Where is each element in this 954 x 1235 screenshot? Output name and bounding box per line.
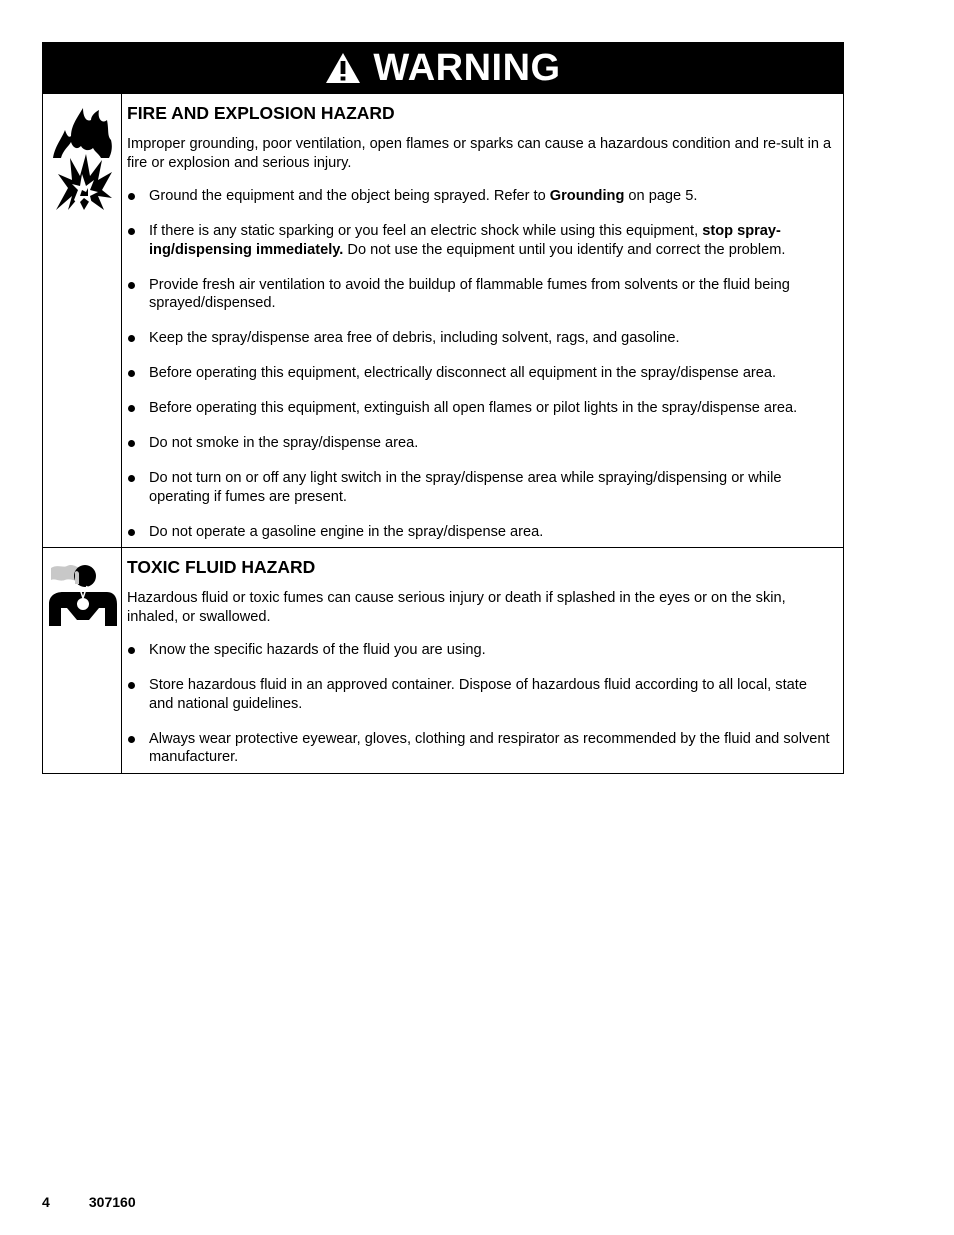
fire-hazard-list: [127, 187, 835, 541]
toxic-hazard-title: TOXIC FLUID HAZARD: [127, 557, 316, 577]
fire-hazard-text: [122, 94, 843, 547]
warning-triangle-icon: [325, 52, 361, 84]
fire-hazard-title: FIRE AND EXPLOSION HAZARD: [127, 103, 395, 123]
list-item: Do not smoke in the spray/dispense area.: [127, 434, 835, 453]
list-item-text: Ground the equipment and the object being sprayed. Refer to: [149, 188, 550, 204]
list-item: Before operating this equipment, extinguish all open flames or pilot lights in the spray/dispense area.: [127, 399, 835, 418]
fire-hazard-row: [43, 93, 843, 547]
list-item-text: Do not use the equipment until you identify and correct the problem.: [343, 241, 786, 258]
toxic-icon-cell: [43, 548, 122, 773]
list-item: Do not turn on or off any light switch in the spray/dispense area while spraying/dispensing or while operating if fumes are present.: [127, 469, 835, 506]
fire-icon: [51, 106, 113, 158]
list-item: Keep the spray/dispense area free of debris, including solvent, rags, and gasoline.: [127, 329, 835, 348]
list-item: Provide fresh air ventilation to avoid the buildup of flammable fumes from solvents or the fluid being sprayed/dispensed.: [127, 276, 835, 313]
fire-hazard-intro: Improper grounding, poor ventilation, open flames or sparks can cause a hazardous condition and re-sult in a fire or explosion and serious injury.: [127, 136, 832, 171]
toxic-hazard-row: [43, 547, 843, 773]
list-item: [127, 222, 835, 259]
list-item: Know the specific hazards of the fluid you are using.: [127, 641, 835, 660]
toxic-hazard-intro: Hazardous fluid or toxic fumes can cause serious injury or death if splashed in the eyes or on the skin, inhaled, or swallowed.: [127, 590, 786, 625]
toxic-fumes-person-icon: [49, 562, 117, 626]
fire-icon-cell: [43, 94, 122, 547]
list-item: Always wear protective eyewear, gloves, clothing and respirator as recommended by the fluid and solvent manufacturer.: [127, 730, 835, 767]
toxic-hazard-text: [122, 548, 843, 773]
warning-table: [42, 42, 844, 774]
list-item: Store hazardous fluid in an approved container. Dispose of hazardous fluid according to all local, state and national guidelines.: [127, 676, 835, 713]
list-item-emphasis: stop spray-ing/dispensing immediately.: [149, 223, 781, 258]
list-item: [127, 187, 835, 206]
grounding-reference: Grounding: [549, 188, 625, 204]
document-number: 307160: [88, 1194, 136, 1210]
list-item: Before operating this equipment, electrically disconnect all equipment in the spray/dispense area.: [127, 364, 835, 383]
warning-title: WARNING: [373, 46, 561, 89]
list-item: Do not operate a gasoline engine in the spray/dispense area.: [127, 523, 835, 542]
explosion-icon: [54, 154, 114, 212]
toxic-hazard-list: [127, 641, 835, 767]
list-item-text: on page 5.: [624, 188, 698, 204]
warning-header: [43, 43, 843, 93]
page-number: 4: [42, 1194, 50, 1210]
page-footer: [42, 1194, 136, 1210]
list-item-text: If there is any static sparking or you feel an electric shock while using this equipment,: [149, 223, 703, 239]
